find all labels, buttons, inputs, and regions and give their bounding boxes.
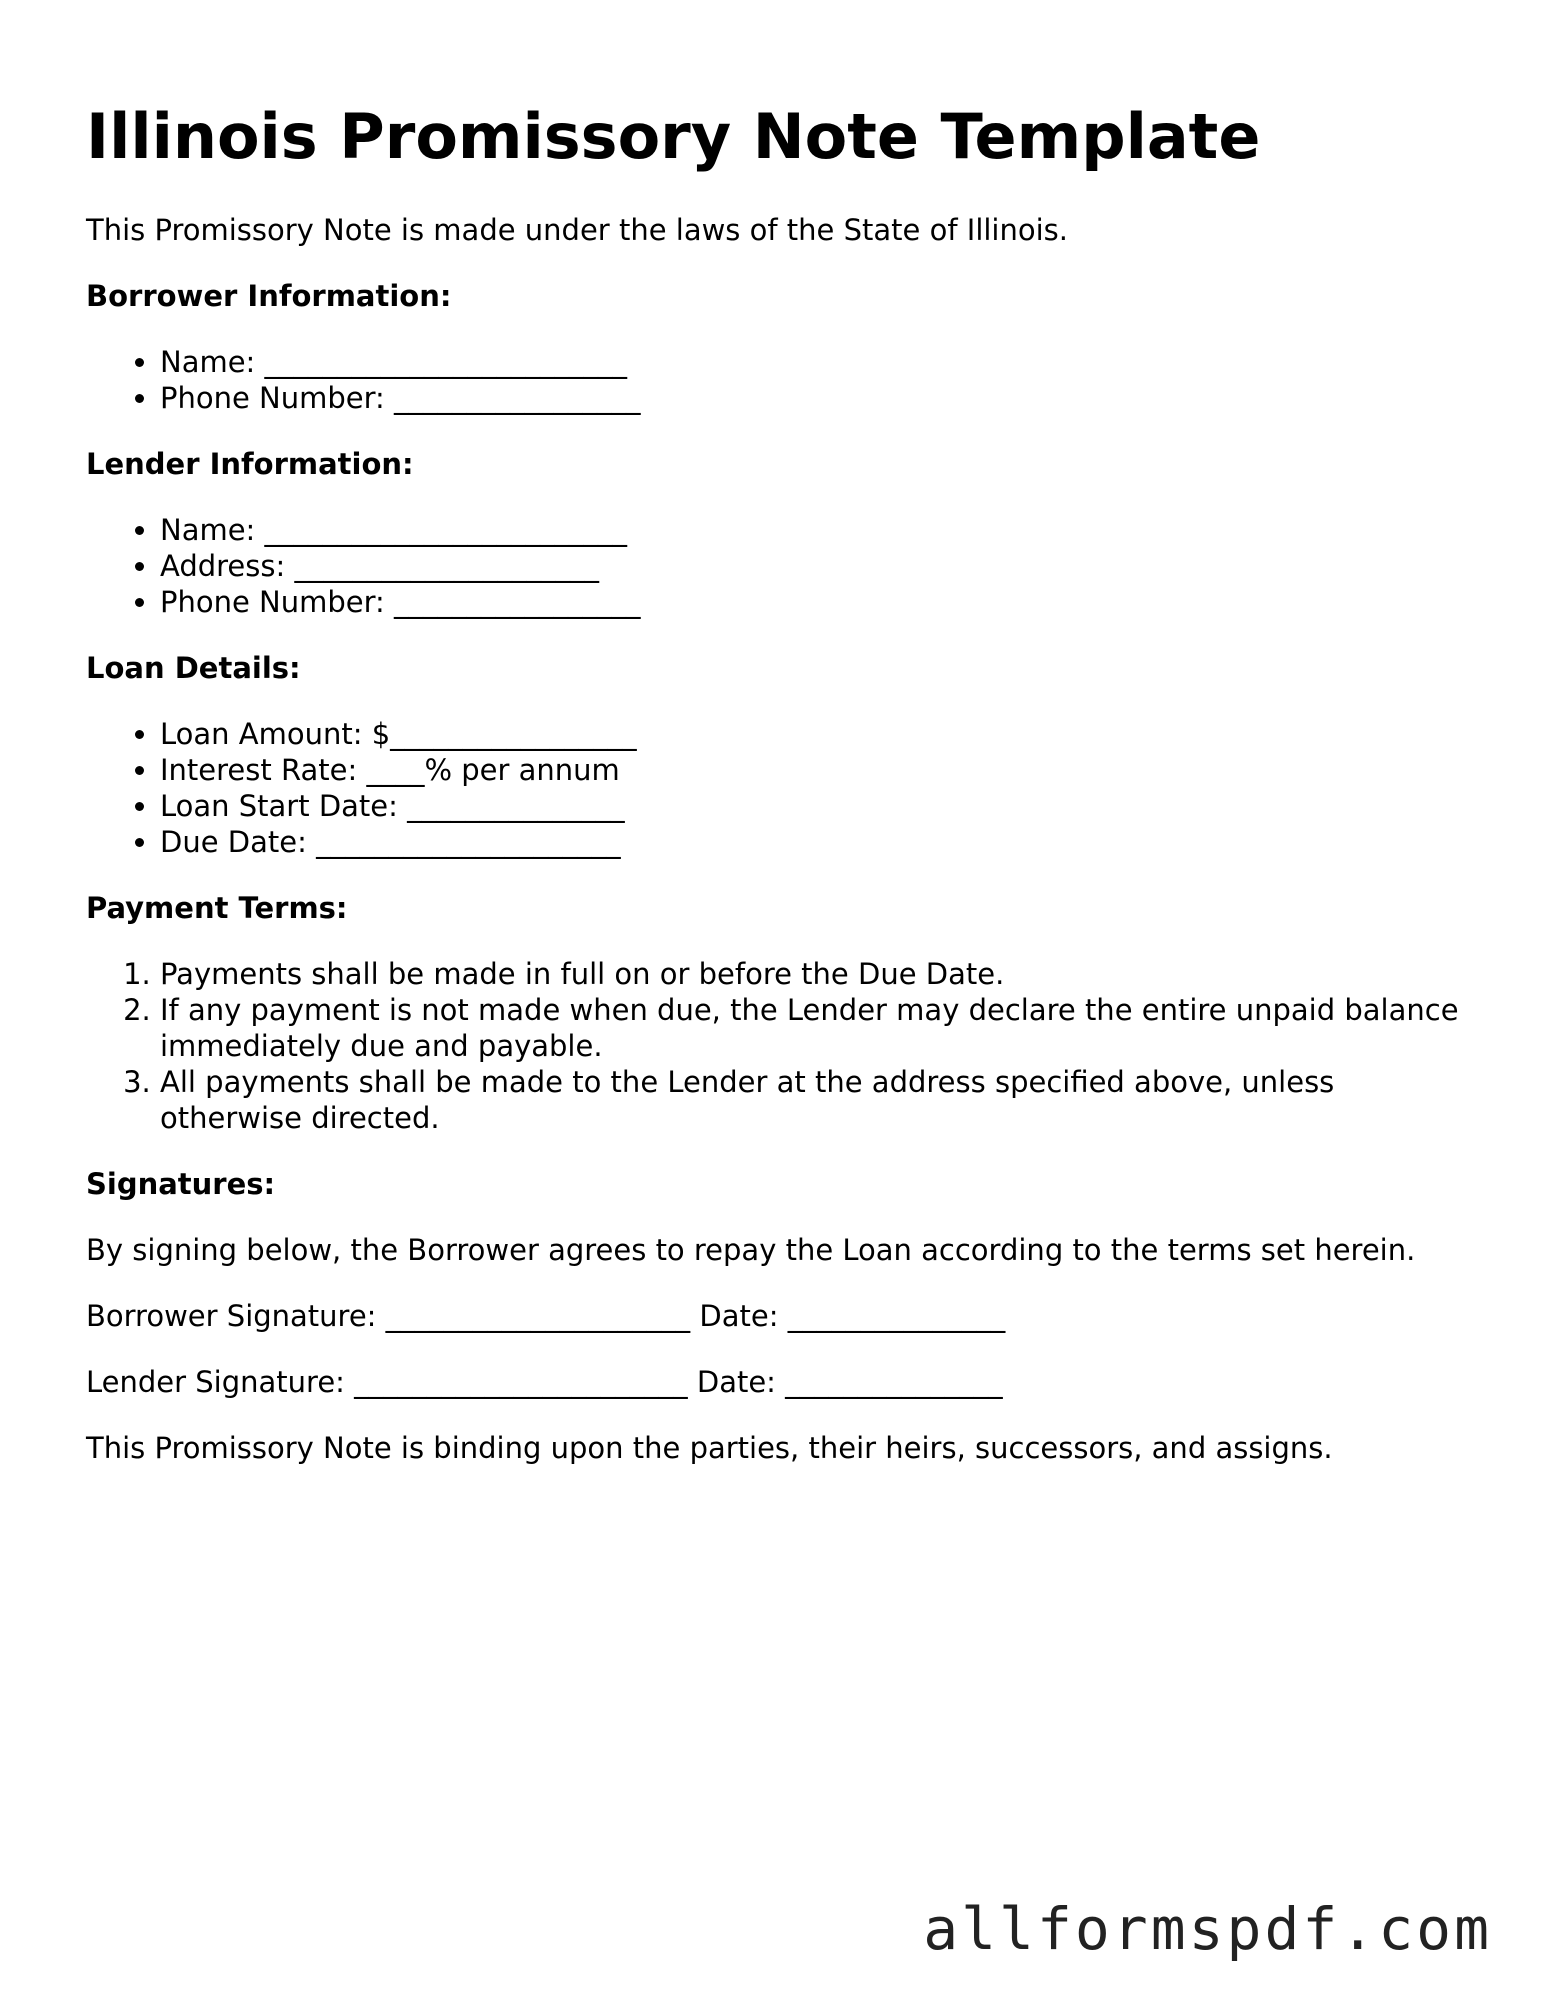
document-page (86, 100, 1466, 1496)
signature-statement: By signing below, the Borrower agrees to repay the Loan according to the terms set herein. (86, 1233, 1416, 1268)
document-title: Illinois Promissory Note Template (86, 100, 1261, 173)
borrower-signature-line: Borrower Signature: _____________________ Date: _______________ (86, 1299, 1006, 1334)
lender-signature-line: Lender Signature: _______________________ Date: _______________ (86, 1365, 1003, 1400)
loan-heading: Loan Details: (86, 651, 301, 686)
lender-list (86, 512, 1466, 620)
lender-phone-item: • Phone Number: _________________ (160, 584, 1466, 620)
lender-address-item: • Address: _____________________ (160, 548, 1466, 584)
intro-text: This Promissory Note is made under the laws of the State of Illinois. (86, 213, 1068, 248)
interest-rate-item: • Interest Rate: ____% per annum (160, 752, 1466, 788)
payment-terms-list (86, 956, 1466, 1136)
payment-heading: Payment Terms: (86, 891, 348, 926)
borrower-list (86, 344, 1466, 416)
watermark-text: allformspdf.com (923, 1895, 1492, 1963)
borrower-name-item: • Name: _________________________ (160, 344, 1466, 380)
lender-heading: Lender Information: (86, 447, 414, 482)
loan-amount-item: • Loan Amount: $_________________ (160, 716, 1466, 752)
due-date-item: • Due Date: _____________________ (160, 824, 1466, 860)
borrower-heading: Borrower Information: (86, 279, 452, 314)
closing-text: This Promissory Note is binding upon the parties, their heirs, successors, and assigns. (86, 1431, 1333, 1466)
borrower-phone-item: • Phone Number: _________________ (160, 380, 1466, 416)
loan-start-date-item: • Loan Start Date: _______________ (160, 788, 1466, 824)
payment-term-item: 1. Payments shall be made in full on or before the Due Date. (160, 956, 1466, 992)
lender-name-item: • Name: _________________________ (160, 512, 1466, 548)
signatures-heading: Signatures: (86, 1167, 276, 1202)
loan-list (86, 716, 1466, 860)
payment-term-item: 3. All payments shall be made to the Lender at the address specified above, unless otherwise directed. (160, 1064, 1466, 1136)
payment-term-item: 2. If any payment is not made when due, the Lender may declare the entire unpaid balance immediately due and payable. (160, 992, 1466, 1064)
